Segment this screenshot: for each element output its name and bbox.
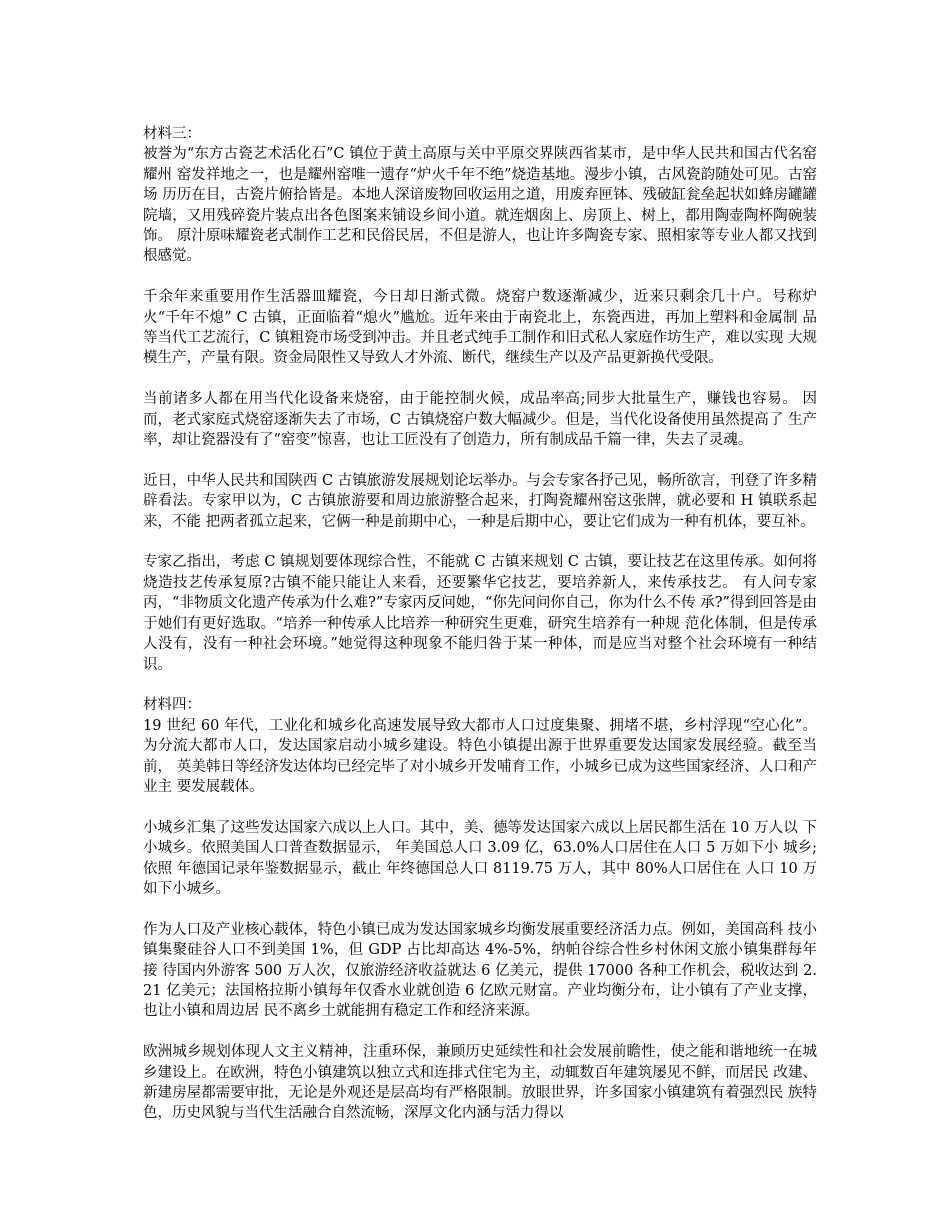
paragraph: 19 世纪 60 年代，工业化和城乡化高速发展导致大都市人口过度集聚、拥堵不堪，乡村浮现“空心化”。 为分流大都市人口，发达国家启动小城乡建设。特色小镇提出源于世界重要发达国家发展经验。截至当前， 英美韩日等经济发达体均已经完毕了对小城乡开发哺育工作，小城乡已成为这些国家经济、人口和产业主 要发展载体。 — [143, 717, 817, 795]
section-title: 材料四： — [143, 697, 201, 714]
paragraph: 欧洲城乡规划体现人文主义精神，注重环保，兼顾历史延续性和社会发展前瞻性，使之能和谐地统一在城乡建设上。在欧洲，特色小镇建筑以独立式和连排式住宅为主，动辄数百年建筑屡见不鲜，而居民 改建、新建房屋都需要审批，无论是外观还是层高均有严格限制。放眼世界，许多国家小镇建筑有着强烈民 族特色，历史风貌与当代生活融合自然流畅，深厚文化内涵与活力得以 — [143, 1044, 817, 1122]
paragraph: 小城乡汇集了这些发达国家六成以上人口。其中，美、德等发达国家六成以上居民都生活在 10 万人以 下小城乡。依照美国人口普查数据显示， 年美国总人口 3.09 亿，63.0%人口居住在人口 5 万如下小 城乡;依照 年德国记录年鉴数据显示，截止 年终德国总人口 8119.75 万人，其中 80%人口居住在 人口 10 万如下小城乡。 — [143, 819, 817, 897]
document-page — [143, 124, 817, 1144]
section-material-three — [143, 124, 817, 675]
paragraph: 近日，中华人民共和国陕西 C 古镇旅游发展规划论坛举办。与会专家各抒己见，畅所欲言，刊登了许多精辟看法。专家甲以为，C 古镇旅游要和周边旅游整合起来，打陶瓷耀州窑这张牌，就必要和 H 镇联系起来，不能 把两者孤立起来，它俩一种是前期中心，一种是后期中心，要让它们成为一种有机体，要互补。 — [143, 472, 817, 530]
section-title: 材料三： — [143, 126, 201, 142]
paragraph: 专家乙指出，考虑 C 镇规划要体现综合性，不能就 C 古镇来规划 C 古镇，要让技艺在这里传承。如何将烧造技艺传承复原?古镇不能只能让人来看，还要繁华它技艺，要培养新人，来传承技艺。 有人问专家丙，“非物质文化遗产传承为什么难?”专家丙反问她，“你先问问你自己，你为什么不传 承?”得到回答是由于她们有更好选取。“培养一种传承人比培养一种研究生更难，研究生培养有一种规 范化体制，但是传承人没有，没有一种社会环境。”她觉得这种现象不能归咎于某一种体，而是应当对整个社会环境有一种结识。 — [143, 554, 817, 673]
paragraph: 当前诸多人都在用当代化设备来烧窑，由于能控制火候，成品率高;同步大批量生产，赚钱也容易。 因而，老式家庭式烧窑逐渐失去了市场，C 古镇烧窑户数大幅减少。但是，当代化设备使用虽然提高了 生产率，却让瓷器没有了“窑变”惊喜，也让工匠没有了创造力，所有制成品千篇一律，失去了灵魂。 — [143, 391, 817, 449]
section-material-four — [143, 695, 817, 1123]
paragraph: 作为人口及产业核心载体，特色小镇已成为发达国家城乡均衡发展重要经济活力点。例如，美国高科 技小镇集聚硅谷人口不到美国 1%，但 GDP 占比却高达 4%-5%，纳帕谷综合性乡村休闲文旅小镇集群每年接 待国内外游客 500 万人次，仅旅游经济收益就达 6 亿美元，提供 17000 各种工作机会，税收达到 2.21 亿美元；法国格拉斯小镇每年仅香水业就创造 6 亿欧元财富。产业均衡分布，让小镇有了产业支撑，也让小镇和周边居 民不离乡土就能拥有稳定工作和经济来源。 — [143, 921, 817, 1020]
paragraph: 千余年来重要用作生活器皿耀瓷，今日却日渐式微。烧窑户数逐渐减少，近来只剩余几十户。号称炉 火“千年不熄” C 古镇，正面临着“熄火”尴尬。近年来由于南瓷北上，东瓷西进，再加上塑料和金属制 品等当代工艺流行，C 镇粗瓷市场受到冲击。并且老式纯手工制作和旧式私人家庭作坊生产，难以实现 大规模生产，产量有限。资金局限性又导致人才外流、断代，继续生产以及产品更新换代受限。 — [143, 289, 817, 367]
paragraph: 被誉为“东方古瓷艺术活化石”C 镇位于黄土高原与关中平原交界陕西省某市，是中华人民共和国古代名窑耀州 窑发祥地之一，也是耀州窑唯一遗存“炉火千年不绝”烧造基地。漫步小镇，古风瓷韵随处可见。古窑场 历历在目，古瓷片俯拾皆是。本地人深谙废物回收运用之道，用废弃匣钵、残破缸瓮垒起状如蜂房罐罐 院墙，又用残碎瓷片装点出各色图案来铺设乡间小道。就连烟囱上、房顶上、树上，都用陶壶陶杯陶碗装饰。 原汁原味耀瓷老式制作工艺和民俗民居，不但是游人，也让许多陶瓷专家、照相家等专业人都又找到根感觉。 — [143, 146, 817, 265]
